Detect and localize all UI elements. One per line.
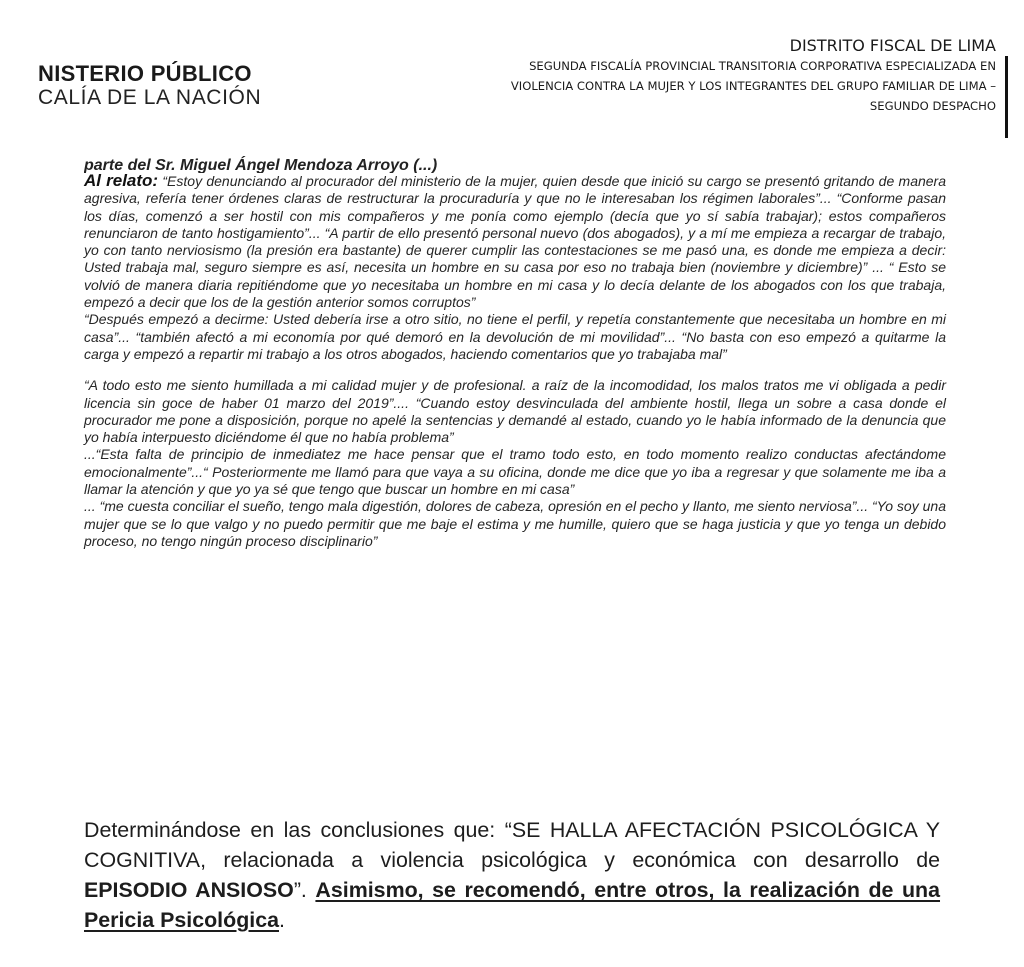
- testimony-text-1: “Estoy denunciando al procurador del ministerio de la mujer, quien desde que inició su cargo se presentó gritando de manera agresiva, refería tener órdenes claras de restructurar la procuraduría y que no le interesaban los régimen laborales”... “Conforme pasan los días, comenzó a ser hostil con mis compañeros y me ponía como ejemplo (decía que yo sí sabía trabajar); estos compañeros renunciaron de tanto hostigamiento”... “A partir de ello presentó personal nuevo (dos abogados), y a mí me empieza a recargar de trabajo, yo con tanto nerviosismo (la presión era bastante) de querer cumplir las contestaciones se me pasó una, es donde me empieza a decir: Usted trabaja mal, seguro siempre es así, necesita un hombre en su casa por eso no trabaja bien (noviembre y diciembre)” ... “ Esto se volvió de manera diaria repitiéndome que yo necesitaba un hombre en mi casa y lo decía delante de los abogados con los que trabaja, empezó a decir que los de la gestión anterior somos corruptos”: [84, 173, 946, 311]
- conclusion-intro: Determinándose en las conclusiones que: “SE HALLA AFECTACIÓN PSICOLÓGICA Y COGNITIVA, relacionada a violencia psicológica y económica con desarrollo de: [84, 818, 940, 872]
- document-header: [356, 36, 996, 116]
- testimony-paragraph-1: [84, 172, 946, 311]
- office-line-2: VIOLENCIA CONTRA LA MUJER Y LOS INTEGRANTES DEL GRUPO FAMILIAR DE LIMA –: [510, 79, 996, 93]
- logo-line-fiscalia: CALÍA DE LA NACIÓN: [38, 86, 262, 109]
- office-line-3: SEGUNDO DESPACHO: [869, 99, 996, 113]
- testimony-paragraph-4: ...“Esta falta de principio de inmediatez me hace pensar que el tramo todo esto, en todo momento realizo conductas afectándome emocionalmente”...“ Posteriormente me llamó para que vaya a su oficina, donde me dice que yo iba a regresar y que solamente me iba a llamar la atención y que yo ya sé que tengo que buscar un hombre en mi casa”: [84, 446, 946, 498]
- conclusion-quote-close: ”.: [293, 878, 316, 902]
- district-title: DISTRITO FISCAL DE LIMA: [789, 36, 996, 55]
- paragraph-gap: [84, 363, 946, 377]
- institution-logo: [38, 62, 261, 109]
- logo-line-ministerio: NISTERIO PÚBLICO: [38, 61, 252, 86]
- testimony-block: [84, 172, 946, 550]
- conclusion-end: .: [279, 908, 285, 932]
- conclusion-paragraph: [84, 815, 940, 935]
- testimony-paragraph-2: “Después empezó a decirme: Usted debería irse a otro sitio, no tiene el perfil, y repetía constantemente que necesitaba un hombre en mi casa”... “también afectó a mi economía por qué demoró en la devolución de mi movilidad”... “No basta con eso empezó a quitarme la carga y empezó a repartir mi trabajo a los otros abogados, haciendo comentarios que yo trabajaba mal”: [84, 311, 946, 362]
- cropped-text: parte del Sr. Miguel Ángel Mendoza Arroyo (...): [84, 157, 438, 173]
- cropped-text-line: [84, 153, 604, 173]
- office-line-1: SEGUNDA FISCALÍA PROVINCIAL TRANSITORIA CORPORATIVA ESPECIALIZADA EN: [529, 59, 996, 73]
- testimony-paragraph-5: ... “me cuesta conciliar el sueño, tengo mala digestión, dolores de cabeza, opresión en el pecho y llanto, me siento nerviosa”... “Yo soy una mujer que se lo que valgo y no puedo permitir que me baje el estima y me humille, quiero que se haga justicia y que yo tenga un debido proceso, no tengo ningún proceso disciplinario”: [84, 498, 946, 549]
- recommendation-pericia: Pericia Psicológica: [84, 908, 279, 932]
- testimony-paragraph-3: “A todo esto me siento humillada a mi calidad mujer y de profesional. a raíz de la incomodidad, los malos tratos me vi obligada a pedir licencia sin goce de haber 01 marzo del 2019”.... “Cuando estoy desvinculada del ambiente hostil, llega un sobre a casa donde el procurador me pone a disposición, porque no apelé la sentencias y demandé al estado, cuando yo le había informado de la denuncia que yo había interpuesto diciéndome él que no había problema”: [84, 377, 946, 446]
- conclusion-diagnosis: EPISODIO ANSIOSO: [84, 878, 294, 902]
- relato-label: Al relato:: [84, 171, 159, 190]
- header-divider: [1005, 56, 1008, 138]
- recommendation-start: Asimismo, se recomendó, entre otros, la realización de una: [315, 878, 941, 902]
